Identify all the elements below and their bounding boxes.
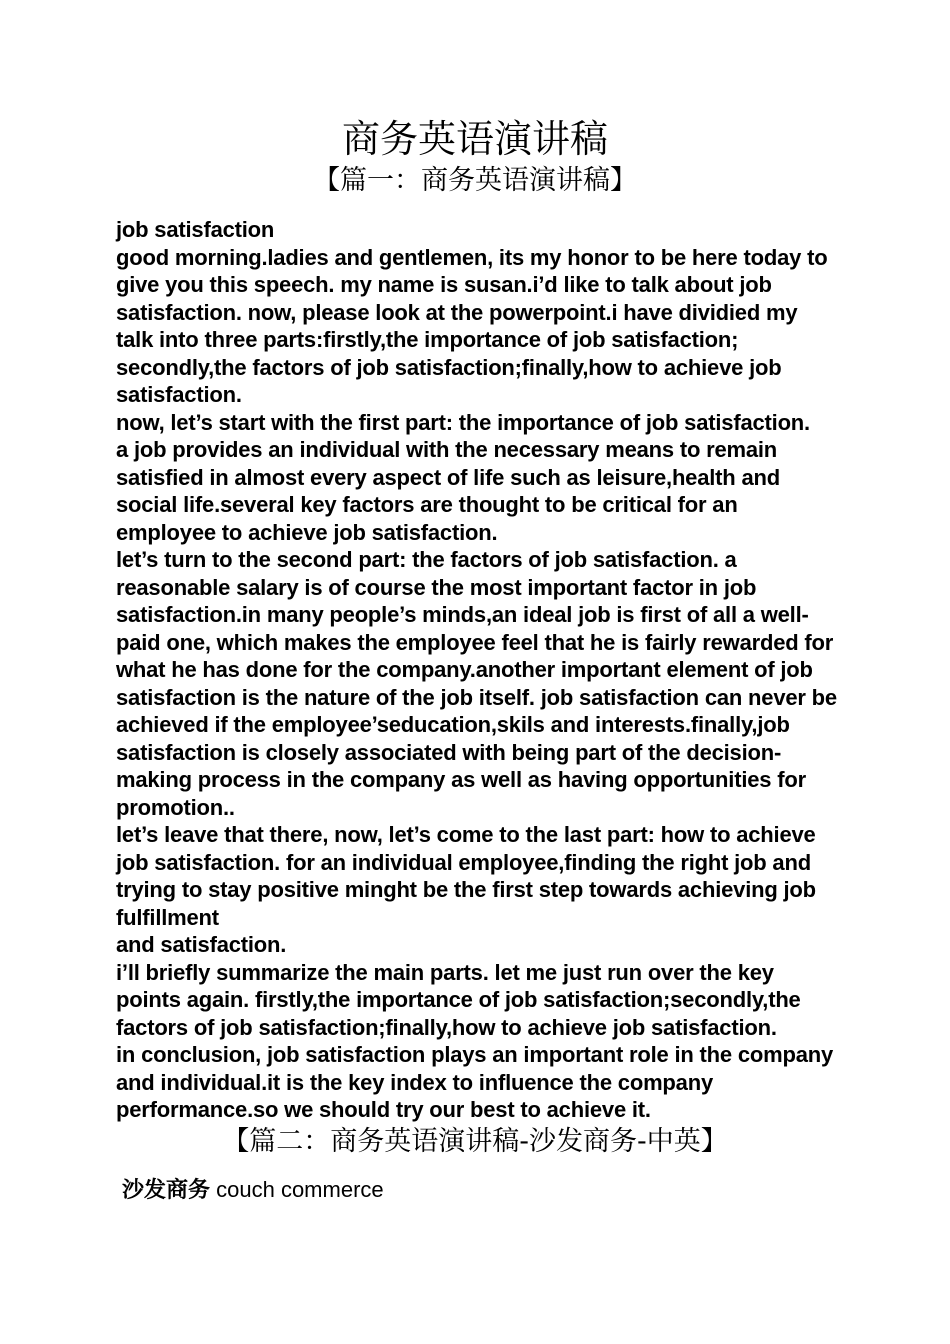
paragraph: good morning.ladies and gentlemen, its my honor to be here today to give you this speech. my name is susan.i’d like to talk about job satisfaction. now, please look at the powerpoint.i have dividied my talk into three parts:firstly,the importance of job satisfaction; secondly,the factors of job satisfaction;finally,how to achieve job satisfaction. bbox=[116, 244, 828, 407]
part1-heading: 【篇一：商务英语演讲稿】 bbox=[313, 165, 637, 196]
part2-first-en: couch commerce bbox=[210, 1177, 384, 1202]
part2-first-cn: 沙发商务 bbox=[122, 1178, 211, 1203]
paragraph: a job provides an individual with the necessary means to remain satisfied in almost every aspect of life such as leisure,health and social life.several key factors are thought to be critical for an employee to achieve job satisfaction. bbox=[116, 437, 780, 545]
paragraph: i’ll briefly summarize the main parts. let me just run over the key points again. firstly,the importance of job satisfaction;secondly,the factors of job satisfaction;finally,how to achieve job satisfaction. bbox=[116, 959, 801, 1040]
part1-body bbox=[116, 216, 840, 1124]
paragraph: now, let’s start with the first part: the importance of job satisfaction. bbox=[116, 409, 810, 435]
paragraph: job satisfaction bbox=[116, 217, 275, 242]
paragraph: in conclusion, job satisfaction plays an important role in the company and individual.it is the key index to influence the company performance.so we should try our best to achieve it. bbox=[116, 1042, 834, 1122]
part2-heading: 【篇二：商务英语演讲稿-沙发商务-中英】 bbox=[222, 1126, 728, 1157]
part2-first-line bbox=[122, 1176, 384, 1205]
paragraph: and satisfaction. bbox=[116, 932, 287, 957]
paragraph: let’s leave that there, now, let’s come to the last part: how to achieve job satisfaction. for an individual employee,finding the right job and trying to stay positive minght be the first step towards achieving job fulfillment bbox=[116, 822, 816, 930]
document-title: 商务英语演讲稿 bbox=[341, 117, 608, 161]
paragraph: let’s turn to the second part: the factors of job satisfaction. a reasonable salary is of course the most important factor in job satisfaction.in many people’s minds,an ideal job is first of all a well-paid one, which makes the employee feel that he is fairly rewarded for what he has done for the company.another important element of job satisfaction is the nature of the job itself. job satisfaction can never be achieved if the employee’seducation,skils and interests.finally,job satisfaction is closely associated with being part of the decision-making process in the company as well as having opportunities for promotion.. bbox=[116, 547, 837, 820]
